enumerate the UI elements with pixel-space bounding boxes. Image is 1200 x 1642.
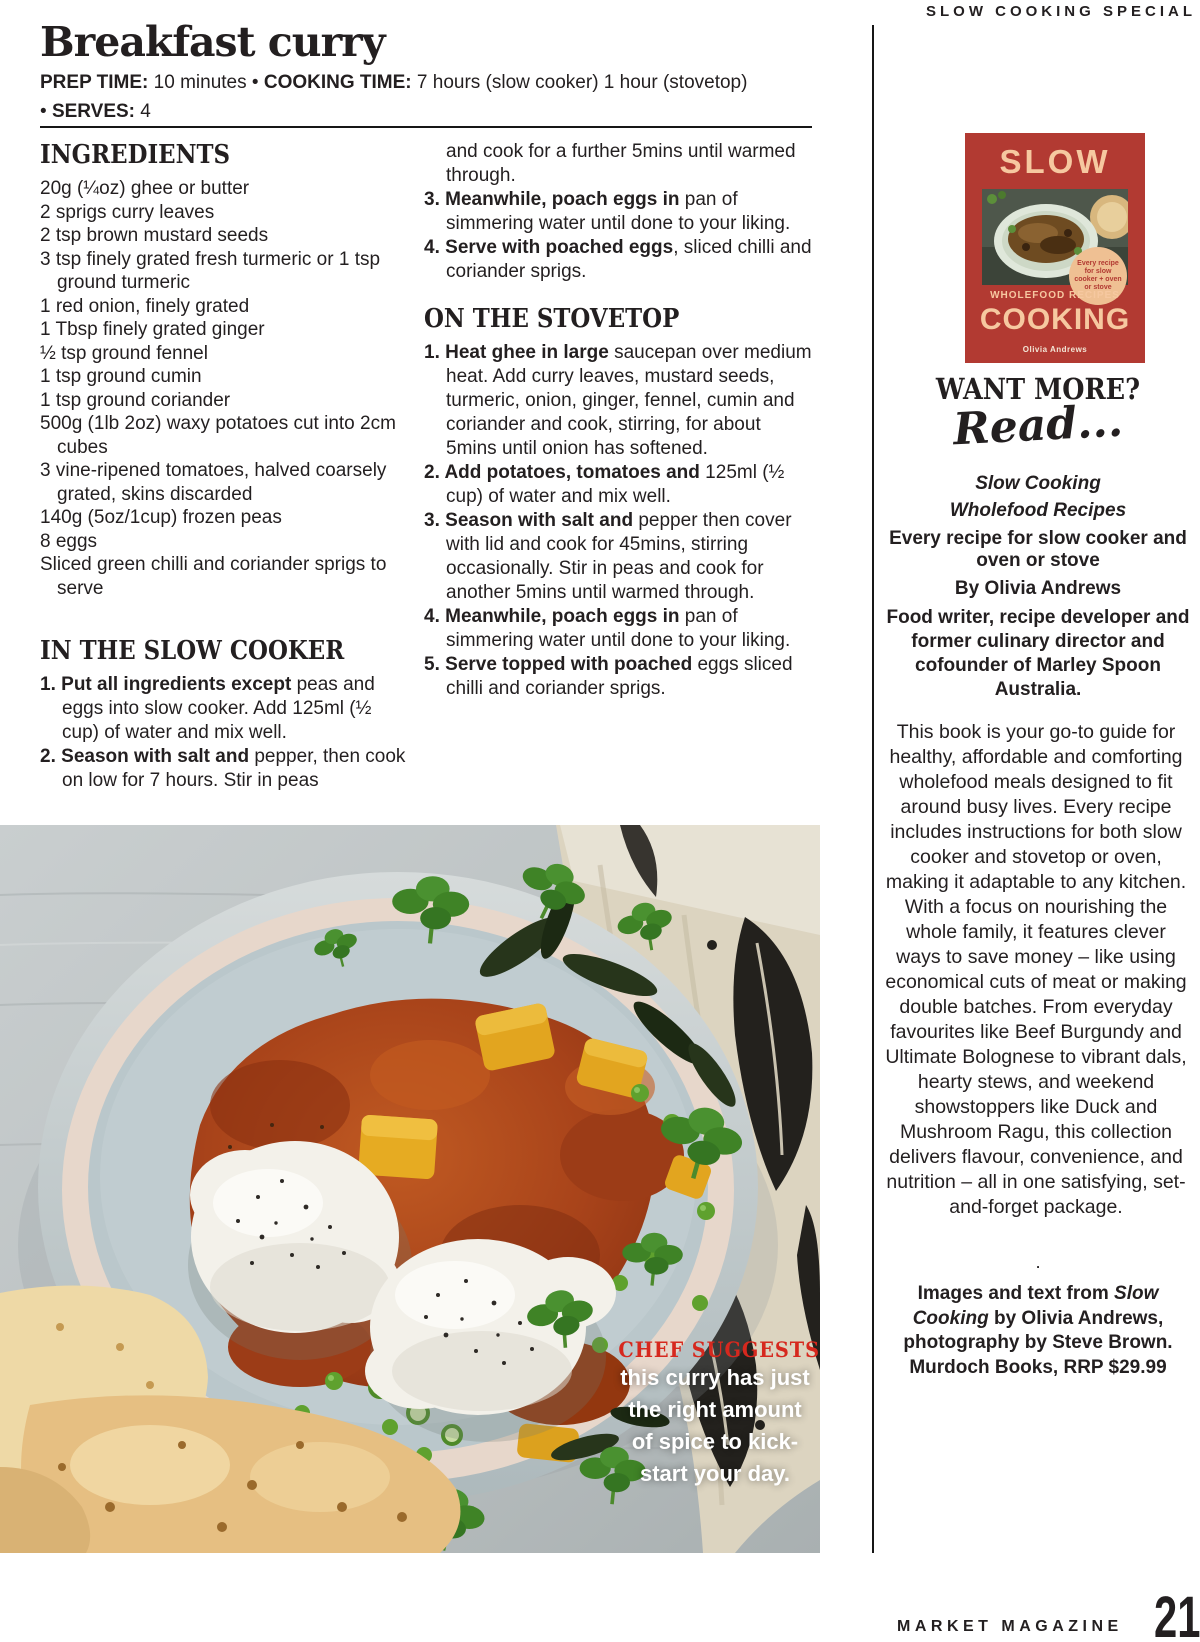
section-kicker: SLOW COOKING SPECIAL (925, 3, 1196, 20)
credit-text: Images and text from (917, 1283, 1115, 1304)
chef-suggests-line: start your day. (640, 1461, 790, 1486)
ingredient-item: 1 red onion, finely grated (40, 295, 250, 317)
recipe-step: 1. Put all ingredients except peas and eggs into slow cooker. Add 125ml (½ cup) of water and mix well. (40, 674, 375, 743)
recipe-step: 4. Serve with poached eggs, sliced chilli and coriander sprigs. (424, 237, 812, 282)
chef-suggests-label: CHEF SUGGESTS (618, 1337, 820, 1362)
book-title-line: Wholefood Recipes (949, 500, 1127, 521)
want-more-heading: WANT MORE? (935, 372, 1141, 406)
serves-value: 4 (140, 101, 151, 122)
chef-suggests-line: of spice to kick- (631, 1429, 799, 1454)
recipe-column-left (40, 140, 412, 793)
recipe-meta (40, 68, 780, 126)
stovetop-heading: ON THE STOVETOP (424, 304, 680, 334)
chef-suggests-line: the right amount (628, 1397, 802, 1422)
horizontal-rule (40, 126, 812, 128)
ingredient-item: 3 vine-ripened tomatoes, halved coarsely grated, skins discarded (40, 460, 387, 505)
ingredient-item: 2 tsp brown mustard seeds (40, 225, 269, 246)
credit-text: by Olivia Andrews, photography by Steve Brown. Murdoch Books, RRP $29.99 (903, 1307, 1173, 1378)
ingredient-item: 8 eggs (40, 530, 98, 552)
book-cover (965, 133, 1145, 363)
prep-time-value: 10 minutes (153, 72, 247, 93)
cooking-time-value: 7 hours (slow cooker) 1 hour (stovetop) (416, 72, 748, 93)
book-subtitle: Every recipe for slow cooker and oven or stove (889, 528, 1187, 571)
step-continuation: and cook for a further 5mins until warmed through. (446, 141, 796, 186)
ingredient-item: 2 sprigs curry leaves (40, 201, 215, 223)
recipe-step: 1. Heat ghee in large saucepan over medium heat. Add curry leaves, mustard seeds, turmeric, onion, ginger, fennel, cumin and coriander and cook, stirring, for about 5mins until onion has softened. (424, 342, 812, 459)
book-byline: By Olivia Andrews (954, 578, 1122, 599)
author-bio: Food writer, recipe developer and former culinary director and cofounder of Marley Spoon Australia. (886, 607, 1190, 700)
recipe-title: Breakfast curry (40, 18, 385, 66)
ingredient-item: 3 tsp finely grated fresh turmeric or 1 tsp ground turmeric (40, 248, 381, 293)
book-title-line: Slow Cooking (975, 473, 1101, 494)
book-cover-badge: Every recipe for slow cooker + oven or stove (1069, 247, 1127, 305)
chef-suggests-overlay (610, 1337, 820, 1490)
recipe-step: 2. Season with salt and pepper, then cook on low for 7 hours. Stir in peas (40, 746, 406, 791)
serves-label: SERVES: (51, 101, 136, 122)
book-cover-title-top: SLOW (999, 143, 1111, 180)
book-cover-subtitle: WHOLEFOOD RECIPES (990, 290, 1120, 301)
book-description: This book is your go-to guide for healthy, affordable and comforting wholefood meals designed to fit around busy lives. Every recipe includes instructions for both slow cooker and stovetop or oven, making it adaptable to any kitchen. With a focus on nourishing the whole family, it features clever ways to save money – like using economical cuts of meat or making double batches. From everyday favourites like Beef Burgundy and Ultimate Bolognese to vibrant dals, hearty stews, and weekend showstoppers like Duck and Mushroom Ragu, this collection delivers flavour, convenience, and nutrition – all in one satisfying, set-and-forget package. (885, 721, 1187, 1218)
page-number: 21 (1154, 1585, 1200, 1642)
ingredient-item: 500g (1lb 2oz) waxy potatoes cut into 2cm cubes (40, 413, 396, 458)
bullet: • (251, 72, 259, 93)
recipe-meta-line2 (40, 97, 780, 126)
magazine-name: MARKET MAGAZINE (897, 1618, 1123, 1635)
ingredient-item: 20g (¼oz) ghee or butter (40, 178, 250, 199)
image-credit (880, 1282, 1196, 1380)
book-title-block (880, 470, 1196, 524)
recipe-step: 4. Meanwhile, poach eggs in pan of simmering water until done to your liking. (424, 606, 791, 651)
prep-time-label: PREP TIME: (40, 72, 149, 93)
cooking-time-label: COOKING TIME: (263, 72, 412, 93)
recipe-column-right (424, 140, 812, 701)
slow-cooker-heading: IN THE SLOW COOKER (40, 636, 345, 666)
dot: . (1036, 1256, 1040, 1271)
recipe-step: 2. Add potatoes, tomatoes and 125ml (½ cup) of water and mix well. (424, 462, 785, 507)
ingredient-item: Sliced green chilli and coriander sprigs to serve (40, 554, 387, 599)
credit-book-title: Slow Cooking (912, 1283, 1159, 1329)
recipe-photo (0, 825, 820, 1553)
book-cover-title-bottom: COOKING (979, 303, 1131, 336)
ingredient-item: 1 tsp ground cumin (40, 366, 202, 387)
ingredient-item: ½ tsp ground fennel (40, 342, 208, 364)
recipe-step: 3. Season with salt and pepper then cover with lid and cook for 45mins, stirring occasionally. Stir in peas and cook for another 5mins until warmed through. (424, 510, 792, 603)
bullet: • (40, 101, 47, 122)
ingredient-item: 1 Tbsp finely grated ginger (40, 319, 265, 340)
vertical-divider (872, 25, 874, 1553)
recipe-step: 5. Serve topped with poached eggs sliced chilli and coriander sprigs. (424, 654, 793, 699)
read-script-heading: Read... (951, 395, 1125, 456)
book-cover-author: Olivia Andrews (1022, 345, 1088, 354)
recipe-meta-line1 (40, 68, 780, 97)
recipe-step: 3. Meanwhile, poach eggs in pan of simmering water until done to your liking. (424, 189, 791, 234)
ingredient-item: 1 tsp ground coriander (40, 389, 231, 411)
ingredient-item: 140g (5oz/1cup) frozen peas (40, 507, 282, 528)
chef-suggests-line: this curry has just (620, 1365, 810, 1390)
ingredients-heading: INGREDIENTS (40, 140, 231, 170)
